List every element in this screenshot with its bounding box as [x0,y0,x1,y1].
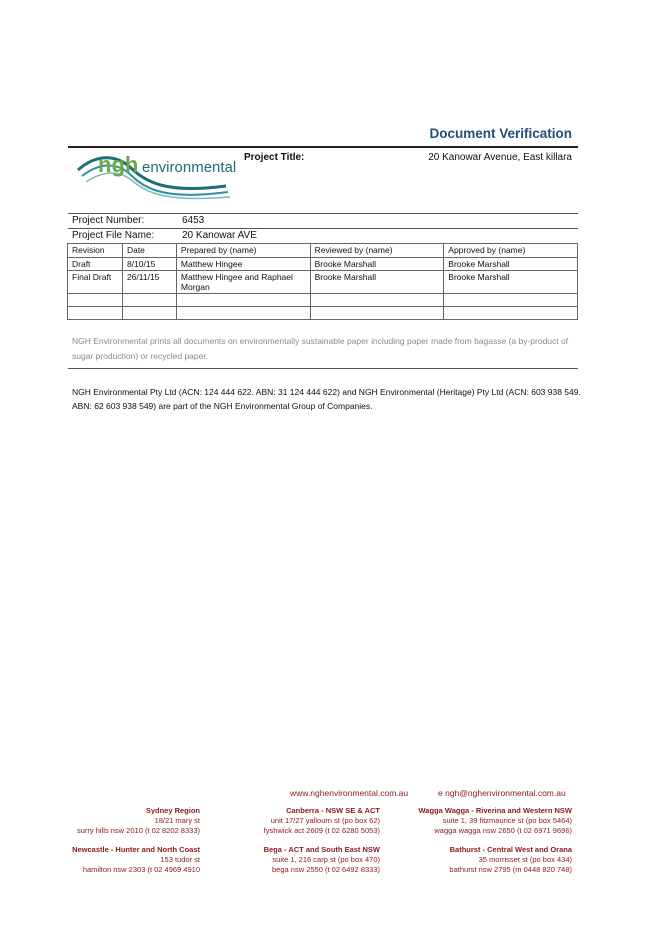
title-rule [68,146,578,148]
cell-revision [68,294,123,307]
office-address: 153 tudor st [160,855,200,864]
cell-approved-by: Brooke Marshall [444,271,578,294]
document-title: Document Verification [429,126,572,141]
header-date: Date [122,244,176,258]
office-contact: bathurst nsw 2795 (m 0448 820 748) [449,865,572,874]
cell-revision: Draft [68,258,123,271]
project-rule-mid [68,228,578,229]
project-file-label: Project File Name: [72,230,155,241]
cell-revision [68,307,123,320]
office-wagga-wagga [390,806,572,836]
project-number-value: 6453 [182,215,205,226]
cell-approved-by [444,307,578,320]
logo-environmental-text: environmental [142,159,236,176]
logo-ngh-text: ngh [98,152,139,177]
cell-date [122,307,176,320]
cell-prepared-by [176,294,310,307]
office-address: unit 17/27 yallourn st (po box 62) [270,816,380,825]
revision-header-row [68,244,578,258]
cell-reviewed-by [310,307,444,320]
office-sydney [60,806,200,836]
paper-note: NGH Environmental prints all documents on environmentally sustainable paper including paper made from bagasse (a by-product of sugar production) or recycled paper. [72,336,569,361]
revision-table [67,243,578,320]
office-bega [210,845,380,875]
cell-reviewed-by [310,294,444,307]
note-rule [68,368,578,369]
logo-swoosh [76,150,236,202]
project-file-value: 20 Kanowar AVE [182,230,257,241]
office-contact: bega nsw 2550 (t 02 6492 8333) [272,865,380,874]
office-contact: hamilton nsw 2303 (t 02 4969 4910 [82,865,200,874]
office-name: Sydney Region [145,806,200,815]
cell-approved-by: Brooke Marshall [444,258,578,271]
footer-email-link[interactable]: e ngh@nghenvironmental.com.au [438,788,566,798]
header-reviewed-by: Reviewed by (name) [310,244,444,258]
header-revision: Revision [68,244,123,258]
office-newcastle [50,845,200,875]
office-name: Canberra - NSW SE & ACT [286,806,380,815]
project-rule-top [68,213,578,214]
corporate-statement: NGH Environmental Pty Ltd (ACN: 124 444 622. ABN: 31 124 444 622) and NGH Environmental (Heritage) Pty Ltd (ACN: 603 938 549. ABN: 62 603 938 549) are part of the NGH Environmental Group of Companies. [72,387,581,411]
cell-date: 26/11/15 [122,271,176,294]
office-bathurst [390,845,572,875]
cell-reviewed-by: Brooke Marshall [310,271,444,294]
office-address: suite 1, 216 carp st (po box 470) [272,855,380,864]
table-row [68,294,578,307]
office-name: Wagga Wagga - Riverina and Western NSW [418,806,572,815]
cell-prepared-by [176,307,310,320]
project-number-label: Project Number: [72,215,145,226]
office-canberra [210,806,380,836]
cell-revision: Final Draft [68,271,123,294]
header-approved-by: Approved by (name) [444,244,578,258]
footer-website-link[interactable]: www.nghenvironmental.com.au [290,788,409,798]
table-row [68,271,578,294]
ngh-logo [76,150,236,202]
cell-reviewed-by: Brooke Marshall [310,258,444,271]
cell-date: 8/10/15 [122,258,176,271]
office-contact: fyshwick act 2609 (t 02 6280 5053) [263,826,380,835]
office-address: 18/21 mary st [154,816,200,825]
office-address: suite 1, 39 fitzmaurice st (po box 5464) [442,816,572,825]
cell-prepared-by: Matthew Hingee [176,258,310,271]
cell-prepared-by: Matthew Hingee and Raphael Morgan [176,271,310,294]
office-address: 35 morrisset st (po box 434) [478,855,572,864]
office-name: Newcastle - Hunter and North Coast [72,845,200,854]
cell-approved-by [444,294,578,307]
project-title-value: 20 Kanowar Avenue, East killara [428,152,572,163]
cell-date [122,294,176,307]
office-contact: wagga wagga nsw 2650 (t 02 6971 9696) [434,826,572,835]
office-name: Bathurst - Central West and Orana [449,845,572,854]
header-prepared-by: Prepared by (name) [176,244,310,258]
office-name: Bega - ACT and South East NSW [263,845,380,854]
office-contact: surry hills nsw 2010 (t 02 8202 8333) [77,826,200,835]
table-row [68,307,578,320]
table-row [68,258,578,271]
project-title-label: Project Title: [244,152,305,163]
